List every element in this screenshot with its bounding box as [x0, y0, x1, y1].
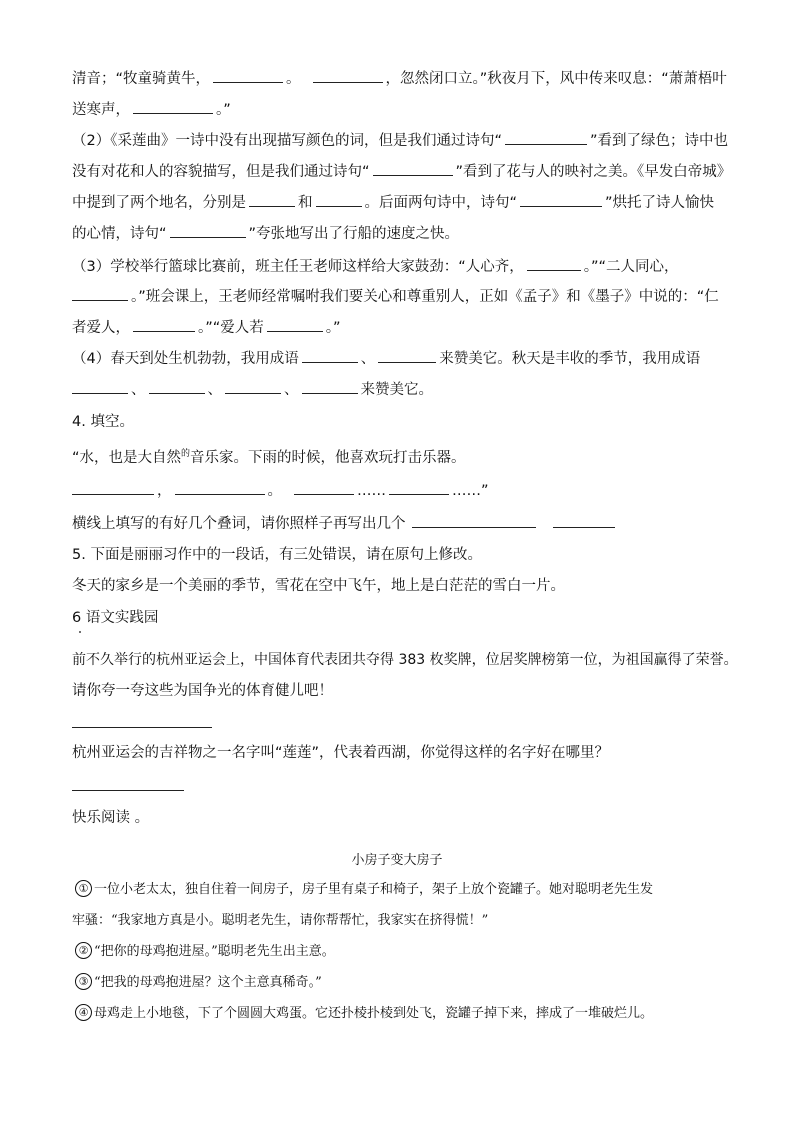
text: 清音；“牧童骑黄牛，	[72, 71, 211, 87]
text: 送寒声，	[72, 102, 130, 118]
text: （2）《采莲曲》一诗中没有出现描写颜色的词，但是我们通过诗句“	[72, 133, 502, 149]
paragraph-number: ②	[75, 942, 92, 959]
text: 。后面两句诗中，诗句“	[364, 195, 518, 211]
text: 、	[207, 382, 222, 398]
answer-blank[interactable]	[213, 68, 283, 83]
story-paragraph-1	[75, 880, 653, 900]
text: “把我的母鸡抱进屋？这个主意真稀奇。”	[94, 975, 322, 990]
q4-line-3	[72, 513, 618, 534]
text: 。	[286, 71, 301, 87]
text: ……	[357, 483, 386, 499]
text: 。	[267, 483, 282, 499]
text: （3）学校举行篮球比赛前，班主任王老师这样给大家鼓劲：“人心齐，	[72, 259, 524, 275]
text: 。”“爱人若	[198, 320, 264, 336]
text: 的	[181, 449, 191, 459]
q3-line-4	[72, 161, 731, 182]
text: “水，也是大自然	[72, 450, 182, 466]
story-paragraph-2	[75, 942, 335, 962]
answer-blank[interactable]	[527, 256, 581, 271]
text: 母鸡走上小地毯，下了个圆圆大鸡蛋。它还扑棱扑棱到处飞，瓷罐子掉下来，摔成了一堆破烂儿。	[94, 1006, 654, 1021]
text: ……”	[452, 483, 489, 499]
text: 横线上填写的有好几个叠词，请你照样子再写出几个	[72, 516, 406, 532]
text: 。”	[216, 102, 231, 118]
answer-blank[interactable]	[412, 513, 536, 528]
q6-title: 6 语文实践园	[72, 610, 159, 626]
text: 音乐家。下雨的时候，他喜欢玩打击乐器。	[190, 450, 466, 466]
answer-blank[interactable]	[302, 379, 358, 394]
answer-line[interactable]	[72, 727, 212, 728]
story-paragraph-1-cont	[72, 911, 488, 931]
text: 、	[131, 382, 146, 398]
q3-line-2	[72, 99, 231, 120]
answer-blank[interactable]	[313, 68, 383, 83]
q3-line-7	[72, 256, 679, 277]
answer-blank[interactable]	[389, 480, 449, 495]
answer-blank[interactable]	[294, 480, 354, 495]
text: ”夸张地写出了行船的速度之快。	[248, 226, 460, 242]
q3-line-1	[72, 68, 727, 89]
text: 来赞美它。秋天是丰收的季节，我用成语	[439, 351, 701, 367]
text: 没有对花和人的容貌描写，但是我们通过诗句“	[72, 164, 370, 180]
text: 的心情，诗句“	[72, 226, 167, 242]
q4-line-1	[72, 448, 466, 470]
answer-blank[interactable]	[316, 192, 362, 207]
q3-line-8	[72, 286, 719, 307]
answer-blank[interactable]	[149, 379, 205, 394]
answer-blank[interactable]	[133, 99, 213, 114]
answer-blank[interactable]	[373, 161, 453, 176]
answer-blank[interactable]	[520, 192, 602, 207]
text: ”看到了绿色；诗中也	[590, 133, 729, 149]
q3-line-9	[72, 317, 341, 338]
text: “把你的母鸡抱进屋。”聪明老先生出主意。	[94, 944, 335, 959]
text: 。”“二人同心，	[583, 259, 679, 275]
text: 、	[284, 382, 299, 398]
answer-blank[interactable]	[249, 192, 295, 207]
q5-text: 冬天的家乡是一个美丽的季节，雪花在空中飞午，地上是白茫茫的雪白一片。	[72, 578, 565, 594]
paragraph-number: ①	[75, 880, 92, 897]
answer-blank[interactable]	[267, 317, 323, 332]
answer-blank[interactable]	[378, 348, 436, 363]
q4-line-2	[72, 480, 489, 501]
paragraph-number: ④	[75, 1004, 92, 1021]
text: 者爱人，	[72, 320, 130, 336]
story-paragraph-3	[75, 973, 322, 993]
answer-blank[interactable]	[72, 480, 154, 495]
answer-blank[interactable]	[175, 480, 265, 495]
text: 。”	[325, 320, 341, 336]
answer-blank[interactable]	[170, 223, 246, 238]
answer-blank[interactable]	[133, 317, 195, 332]
q6-paragraph-3: 杭州亚运会的吉祥物之一名字叫“莲莲”，代表着西湖，你觉得这样的名字好在哪里？	[72, 745, 610, 761]
answer-blank[interactable]	[505, 130, 587, 145]
story-title: 小房子变大房子	[351, 853, 443, 868]
answer-blank[interactable]	[72, 286, 128, 301]
q4-title: 4. 填空。	[72, 414, 134, 430]
q3-line-3	[72, 130, 728, 151]
text: 牢骚：“我家地方真是小。聪明老先生，请你帮帮忙，我家实在挤得慌！”	[72, 913, 489, 928]
q6-paragraph-2: 请你夸一夸这些为国争光的体育健儿吧！	[72, 683, 333, 699]
text: 来赞美它。	[360, 382, 433, 398]
text: 和	[298, 195, 313, 211]
stray-dot	[79, 631, 81, 633]
answer-line[interactable]	[72, 790, 184, 791]
q3-line-6	[72, 223, 459, 244]
text: 。”班会课上，王老师经常嘱咐我们要关心和尊重别人，正如《孟子》和《墨子》中说的：“仁	[131, 289, 719, 305]
q6-paragraph-1: 前不久举行的杭州亚运会上，中国体育代表团共夺得 383 枚奖牌，位居奖牌榜第一位，为祖国赢得了荣誉。	[72, 652, 738, 668]
q5-title: 5. 下面是丽丽习作中的一段话，有三处错误，请在原句上修改。	[72, 547, 482, 563]
answer-blank[interactable]	[225, 379, 281, 394]
text: ，忽然闭口立。”秋夜月下，风中传来叹息：“萧萧梧叶	[385, 71, 727, 87]
q3-line-11	[72, 379, 433, 400]
text: （4）春天到处生机勃勃，我用成语	[72, 351, 299, 367]
q3-line-5	[72, 192, 714, 213]
text: 中提到了两个地名，分别是	[72, 195, 246, 211]
text: 一位小老太太，独自住着一间房子，房子里有桌子和椅子，架子上放个瓷罐子。她对聪明老先生发	[94, 882, 654, 897]
answer-blank[interactable]	[72, 379, 128, 394]
text: ”看到了花与人的映衬之美。《早发白帝城》	[455, 164, 732, 180]
text: ”烘托了诗人愉快	[605, 195, 715, 211]
reading-heading: 快乐阅读 。	[72, 810, 150, 826]
answer-blank[interactable]	[302, 348, 358, 363]
text: 、	[360, 351, 376, 367]
story-paragraph-4	[75, 1004, 653, 1024]
q3-line-10	[72, 348, 700, 369]
paragraph-number: ③	[75, 973, 92, 990]
answer-blank[interactable]	[553, 513, 615, 528]
text: ，	[157, 483, 172, 499]
